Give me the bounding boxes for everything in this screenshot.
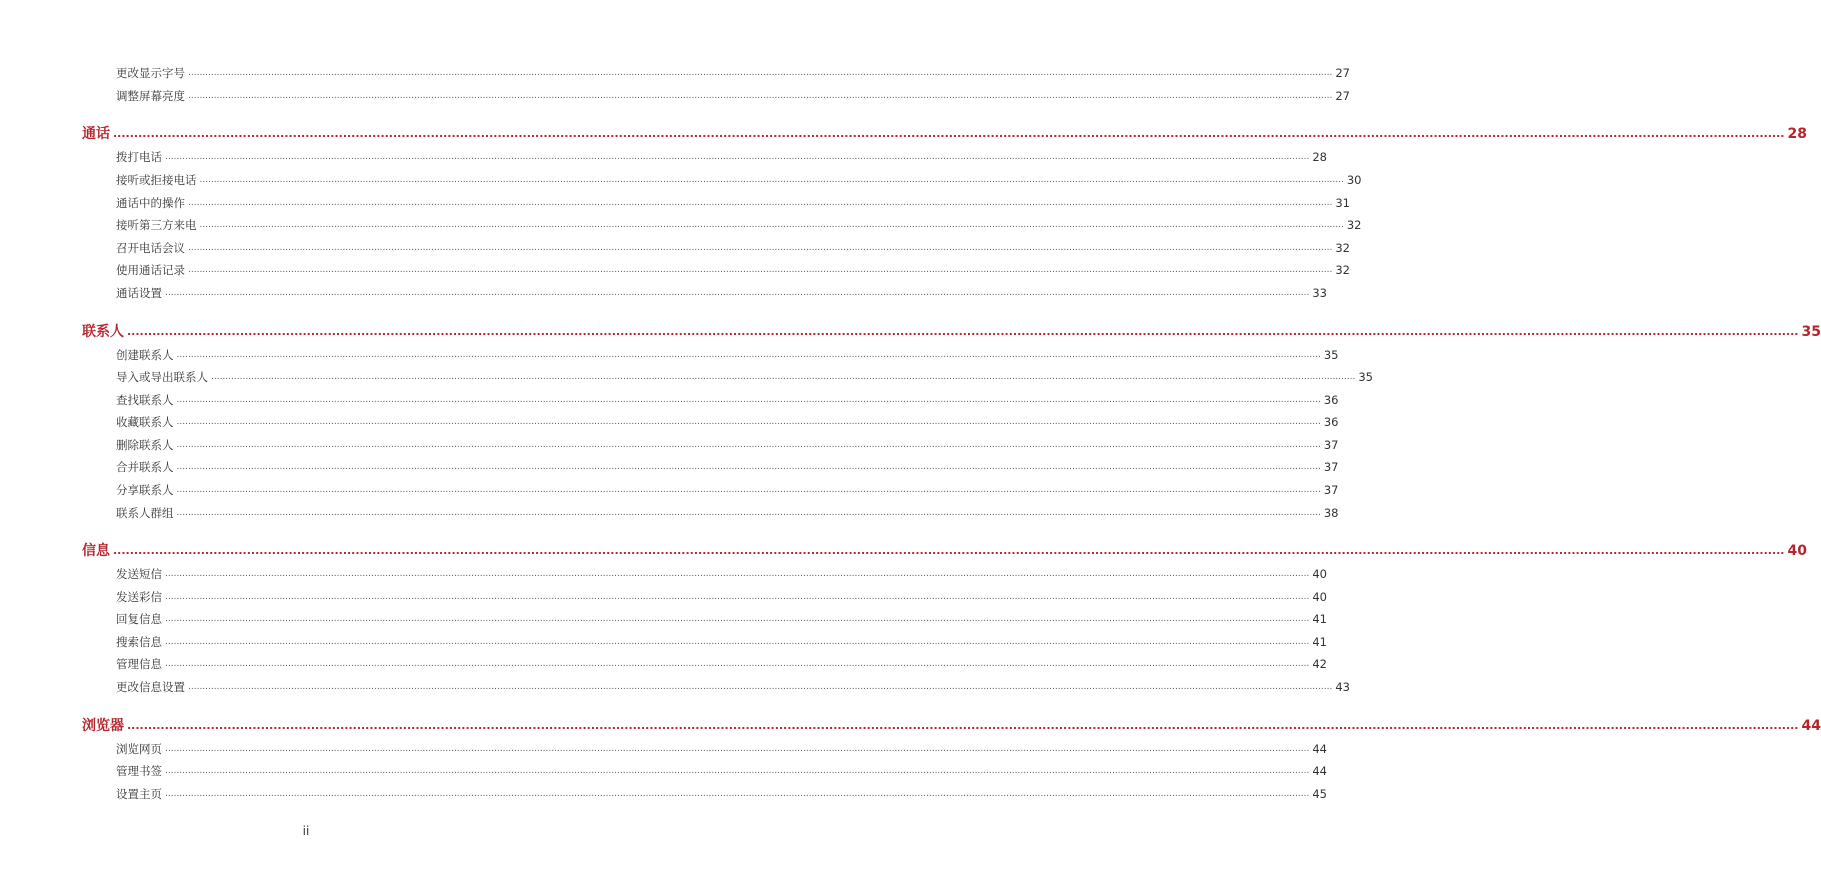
toc-entry[interactable] bbox=[116, 414, 1339, 430]
toc-entry-title: 调整屏幕亮度 bbox=[116, 89, 185, 103]
toc-entry-title: 管理信息 bbox=[116, 657, 162, 671]
toc-entry[interactable] bbox=[116, 149, 1327, 165]
toc-entry-title: 联系人群组 bbox=[116, 506, 174, 520]
toc-entry-title: 通话设置 bbox=[116, 286, 162, 300]
toc-entry-title: 通话中的操作 bbox=[116, 196, 185, 210]
toc-entry-page: 41 bbox=[1312, 612, 1327, 626]
toc-entry[interactable] bbox=[116, 741, 1327, 757]
page-number: ii bbox=[302, 824, 310, 838]
dot-leader: ................................................................................................................................................................................................................................................................................................................................................................................................................ bbox=[176, 440, 1321, 450]
toc-entry[interactable] bbox=[116, 459, 1339, 475]
dot-leader: ................................................................................................................................................................................................................................................................................................................................................................................................................ bbox=[113, 544, 1785, 557]
dot-leader: ................................................................................................................................................................................................................................................................................................................................................................................................................ bbox=[176, 395, 1321, 405]
toc-entry-title: 召开电话会议 bbox=[116, 241, 185, 255]
toc-chapter-entry[interactable] bbox=[82, 124, 1807, 144]
toc-entry-page: 44 bbox=[1312, 764, 1327, 778]
toc-entry-title: 发送彩信 bbox=[116, 590, 162, 604]
toc-entry[interactable] bbox=[116, 172, 1362, 188]
dot-leader: ................................................................................................................................................................................................................................................................................................................................................................................................................ bbox=[165, 766, 1310, 776]
dot-leader: ................................................................................................................................................................................................................................................................................................................................................................................................................ bbox=[176, 485, 1321, 495]
toc-entry-page: 30 bbox=[1346, 173, 1362, 187]
dot-leader: ................................................................................................................................................................................................................................................................................................................................................................................................................ bbox=[176, 350, 1321, 360]
dot-leader: ................................................................................................................................................................................................................................................................................................................................................................................................................ bbox=[165, 637, 1310, 647]
toc-entry-page: 37 bbox=[1323, 460, 1339, 474]
toc-entry-page: 37 bbox=[1323, 438, 1339, 452]
toc-entry-title: 创建联系人 bbox=[116, 348, 174, 362]
toc-entry[interactable] bbox=[116, 195, 1350, 211]
toc-entry-page: 31 bbox=[1335, 196, 1350, 210]
toc-entry[interactable] bbox=[116, 611, 1327, 627]
toc-entry-title: 浏览网页 bbox=[116, 742, 162, 756]
toc-entry-title: 收藏联系人 bbox=[116, 415, 174, 429]
toc-entry[interactable] bbox=[116, 392, 1339, 408]
toc-entry-title: 联系人 bbox=[82, 324, 124, 340]
dot-leader: ................................................................................................................................................................................................................................................................................................................................................................................................................ bbox=[165, 592, 1310, 602]
toc-entry[interactable] bbox=[116, 240, 1350, 256]
dot-leader: ................................................................................................................................................................................................................................................................................................................................................................................................................ bbox=[165, 789, 1310, 799]
dot-leader: ................................................................................................................................................................................................................................................................................................................................................................................................................ bbox=[113, 127, 1785, 140]
dot-leader: ................................................................................................................................................................................................................................................................................................................................................................................................................ bbox=[199, 175, 1344, 185]
toc-entry-page: 35 bbox=[1358, 370, 1373, 384]
dot-leader: ................................................................................................................................................................................................................................................................................................................................................................................................................ bbox=[176, 417, 1321, 427]
toc-entry[interactable] bbox=[116, 505, 1339, 521]
toc-entry-page: 40 bbox=[1312, 567, 1327, 581]
toc-entry[interactable] bbox=[116, 347, 1339, 363]
toc-entry-page: 32 bbox=[1346, 218, 1362, 232]
toc-entry-title: 使用通话记录 bbox=[116, 263, 185, 277]
toc-entry[interactable] bbox=[116, 634, 1327, 650]
toc-entry-page: 35 bbox=[1323, 348, 1339, 362]
toc-entry[interactable] bbox=[116, 285, 1327, 301]
dot-leader: ................................................................................................................................................................................................................................................................................................................................................................................................................ bbox=[188, 682, 1333, 692]
toc-entry[interactable] bbox=[116, 679, 1350, 695]
toc-entry[interactable] bbox=[116, 763, 1327, 779]
toc-entry-title: 查找联系人 bbox=[116, 393, 174, 407]
toc-entry[interactable] bbox=[116, 217, 1362, 233]
toc-entry-title: 搜索信息 bbox=[116, 635, 162, 649]
toc-entry-title: 导入或导出联系人 bbox=[116, 370, 208, 384]
toc-entry-title: 浏览器 bbox=[82, 718, 124, 734]
toc-entry-page: 36 bbox=[1323, 393, 1339, 407]
dot-leader: ................................................................................................................................................................................................................................................................................................................................................................................................................ bbox=[165, 152, 1310, 162]
toc-entry-title: 通话 bbox=[82, 126, 110, 142]
dot-leader: ................................................................................................................................................................................................................................................................................................................................................................................................................ bbox=[176, 508, 1321, 518]
dot-leader: ................................................................................................................................................................................................................................................................................................................................................................................................................ bbox=[165, 288, 1310, 298]
toc-entry[interactable] bbox=[116, 786, 1327, 802]
toc-entry-page: 43 bbox=[1335, 680, 1350, 694]
toc-entry-page: 38 bbox=[1323, 506, 1339, 520]
dot-leader: ................................................................................................................................................................................................................................................................................................................................................................................................................ bbox=[176, 462, 1321, 472]
toc-entry-title: 合并联系人 bbox=[116, 460, 174, 474]
toc-entry-page: 44 bbox=[1801, 718, 1821, 734]
dot-leader: ................................................................................................................................................................................................................................................................................................................................................................................................................ bbox=[165, 744, 1310, 754]
toc-entry-page: 40 bbox=[1312, 590, 1327, 604]
dot-leader: ................................................................................................................................................................................................................................................................................................................................................................................................................ bbox=[127, 719, 1799, 732]
toc-entry[interactable] bbox=[116, 262, 1350, 278]
toc-entry-page: 45 bbox=[1312, 787, 1327, 801]
toc-chapter-entry[interactable] bbox=[82, 716, 1821, 736]
dot-leader: ................................................................................................................................................................................................................................................................................................................................................................................................................ bbox=[188, 265, 1333, 275]
toc-entry-title: 更改信息设置 bbox=[116, 680, 185, 694]
toc-entry-title: 删除联系人 bbox=[116, 438, 174, 452]
toc-entry-page: 42 bbox=[1312, 657, 1327, 671]
toc-entry-title: 管理书签 bbox=[116, 764, 162, 778]
toc-chapter-entry[interactable] bbox=[82, 322, 1821, 342]
toc-chapter-entry[interactable] bbox=[82, 541, 1807, 561]
toc-entry-page: 28 bbox=[1787, 126, 1807, 142]
toc-entry[interactable] bbox=[116, 65, 1350, 81]
toc-entry-title: 发送短信 bbox=[116, 567, 162, 581]
dot-leader: ................................................................................................................................................................................................................................................................................................................................................................................................................ bbox=[188, 243, 1333, 253]
toc-entry-title: 回复信息 bbox=[116, 612, 162, 626]
toc-entry-title: 拨打电话 bbox=[116, 150, 162, 164]
toc-entry[interactable] bbox=[116, 656, 1327, 672]
toc-entry-page: 32 bbox=[1335, 241, 1350, 255]
toc-entry-title: 设置主页 bbox=[116, 787, 162, 801]
toc-entry[interactable] bbox=[116, 369, 1373, 385]
dot-leader: ................................................................................................................................................................................................................................................................................................................................................................................................................ bbox=[188, 91, 1333, 101]
dot-leader: ................................................................................................................................................................................................................................................................................................................................................................................................................ bbox=[165, 659, 1310, 669]
toc-entry-title: 接听第三方来电 bbox=[116, 218, 197, 232]
toc-entry-title: 更改显示字号 bbox=[116, 66, 185, 80]
toc-entry-page: 35 bbox=[1801, 324, 1821, 340]
toc-entry-page: 33 bbox=[1312, 286, 1327, 300]
toc-entry-title: 信息 bbox=[82, 543, 110, 559]
toc-entry-title: 接听或拒接电话 bbox=[116, 173, 197, 187]
toc-entry[interactable] bbox=[116, 482, 1339, 498]
toc-entry-page: 27 bbox=[1335, 66, 1350, 80]
dot-leader: ................................................................................................................................................................................................................................................................................................................................................................................................................ bbox=[188, 198, 1333, 208]
toc-entry-page: 37 bbox=[1323, 483, 1339, 497]
toc-entry-title: 分享联系人 bbox=[116, 483, 174, 497]
dot-leader: ................................................................................................................................................................................................................................................................................................................................................................................................................ bbox=[165, 569, 1310, 579]
toc-entry-page: 44 bbox=[1312, 742, 1327, 756]
toc-entry[interactable] bbox=[116, 437, 1339, 453]
toc-entry[interactable] bbox=[116, 88, 1350, 104]
toc-entry[interactable] bbox=[116, 566, 1327, 582]
toc-entry-page: 40 bbox=[1787, 543, 1807, 559]
dot-leader: ................................................................................................................................................................................................................................................................................................................................................................................................................ bbox=[165, 614, 1310, 624]
dot-leader: ................................................................................................................................................................................................................................................................................................................................................................................................................ bbox=[199, 220, 1344, 230]
dot-leader: ................................................................................................................................................................................................................................................................................................................................................................................................................ bbox=[211, 372, 1356, 382]
toc-entry[interactable] bbox=[116, 589, 1327, 605]
toc-entry-page: 32 bbox=[1335, 263, 1350, 277]
toc-entry-page: 36 bbox=[1323, 415, 1339, 429]
dot-leader: ................................................................................................................................................................................................................................................................................................................................................................................................................ bbox=[127, 325, 1799, 338]
toc-entry-page: 41 bbox=[1312, 635, 1327, 649]
toc-entry-page: 27 bbox=[1335, 89, 1350, 103]
toc-entry-page: 28 bbox=[1312, 150, 1327, 164]
dot-leader: ................................................................................................................................................................................................................................................................................................................................................................................................................ bbox=[188, 68, 1333, 78]
